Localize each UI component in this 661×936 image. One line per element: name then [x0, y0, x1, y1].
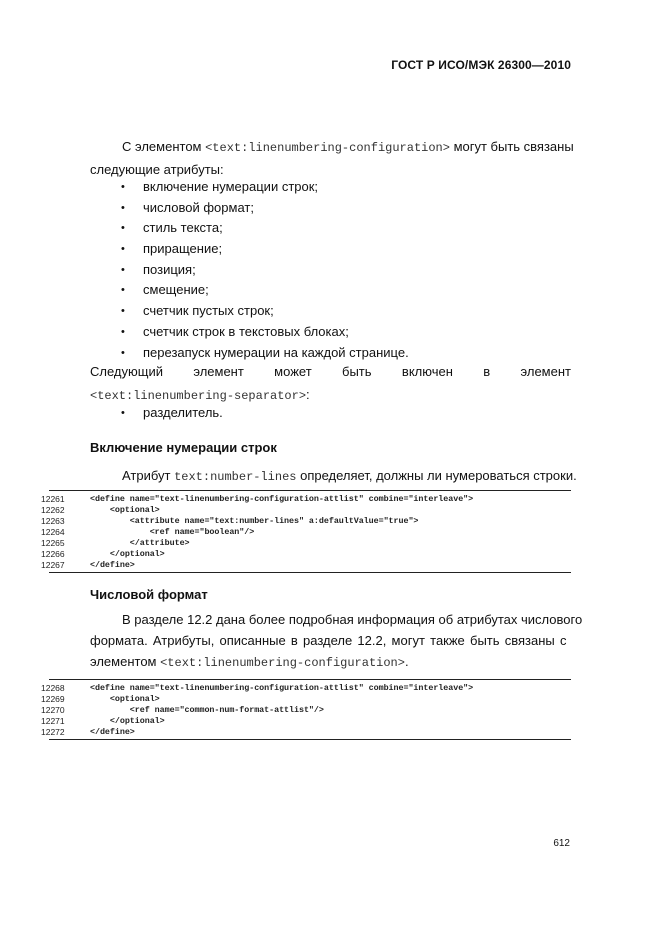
standard-header: ГОСТ Р ИСО/МЭК 26300—2010 [391, 58, 571, 72]
intro-line-2: следующие атрибуты: [90, 162, 224, 177]
line-number: 12263 [41, 516, 65, 526]
intro-text-after: могут быть связаны [449, 139, 574, 154]
intro-line-1 [90, 136, 574, 159]
code-text: <define name="text-linenumbering-configuration-attlist" combine="interleave"> [90, 683, 474, 693]
list-item: • смещение; [90, 280, 117, 301]
list-item: • позиция; [90, 260, 117, 281]
page-number: 612 [553, 838, 570, 849]
child-word: включен [401, 364, 453, 379]
bullet-icon: • [121, 181, 125, 193]
line-number: 12265 [41, 538, 65, 548]
line-number: 12264 [41, 527, 65, 537]
child-colon: : [306, 387, 310, 402]
code-text: </define> [90, 727, 135, 737]
section1-attr-name: text:number-lines [174, 470, 297, 484]
section1-text-before: Атрибут [122, 468, 175, 483]
child-word: быть [342, 364, 372, 379]
code-text: </optional> [90, 716, 165, 726]
list-item: • приращение; [90, 239, 117, 260]
child-word: элемент [520, 364, 571, 379]
child-list [90, 403, 223, 424]
bullet-icon: • [121, 325, 125, 338]
child-word: элемент [193, 364, 244, 379]
list-item: • стиль текста; [90, 218, 117, 239]
code-top-rule [49, 490, 571, 491]
bullet-icon: • [121, 222, 125, 235]
list-item: • числовой формат; [90, 198, 117, 219]
code-text: <optional> [90, 694, 160, 704]
code-bottom-rule [49, 572, 571, 573]
code-text: </optional> [90, 549, 165, 559]
bullet-icon: • [121, 201, 125, 214]
bullet-icon: • [121, 263, 125, 276]
code-bottom-rule [49, 739, 571, 740]
code-text: <optional> [90, 505, 160, 515]
bullet-icon: • [121, 284, 125, 297]
bullet-icon: • [121, 407, 125, 419]
section2-element-name: <text:linenumbering-configuration> [160, 656, 405, 670]
list-item: • счетчик строк в текстовых блоках; [90, 322, 117, 343]
bullet-icon: • [121, 305, 125, 318]
code-listing [41, 683, 571, 738]
line-number: 12270 [41, 705, 65, 715]
child-word: может [274, 364, 312, 379]
child-element-line [90, 364, 571, 379]
section1-text-after: определяет, должны ли нумероваться строки. [296, 468, 577, 483]
code-top-rule [49, 679, 571, 680]
list-item: • разделитель. [90, 403, 117, 424]
bullet-icon: • [121, 346, 125, 359]
line-number: 12269 [41, 694, 65, 704]
section-heading: Включение нумерации строк [90, 440, 277, 455]
section2-paragraph [90, 609, 583, 674]
section-heading: Числовой формат [90, 587, 208, 602]
list-item: • перезапуск нумерации на каждой странице. [90, 343, 117, 364]
line-number: 12261 [41, 494, 65, 504]
intro-paragraph [90, 136, 574, 180]
intro-text-before: С элементом [122, 139, 206, 154]
code-text: <ref name="common-num-format-attlist"/> [90, 705, 324, 715]
child-word: в [483, 364, 491, 379]
attributes-list [90, 177, 409, 363]
child-element-name: <text:linenumbering-separator> [90, 389, 307, 403]
code-text: <attribute name="text:number-lines" a:defaultValue="true"> [90, 516, 419, 526]
code-text: </define> [90, 560, 135, 570]
section2-line-1: В разделе 12.2 дана более подробная информация об атрибутах числового [122, 612, 583, 627]
intro-element-name: <text:linenumbering-configuration> [205, 141, 450, 155]
section1-paragraph [90, 465, 577, 488]
child-word: Следующий [90, 364, 163, 379]
list-item: • счетчик пустых строк; [90, 301, 117, 322]
line-number: 12271 [41, 716, 65, 726]
bullet-icon: • [121, 243, 125, 256]
line-number: 12262 [41, 505, 65, 515]
line-number: 12268 [41, 683, 65, 693]
section2-line-3: элементом <text:linenumbering-configuration>. [90, 654, 409, 670]
list-item: • включение нумерации строк; [90, 177, 117, 198]
section2-line-2: формата. Атрибуты, описанные в разделе 12.2, могут также быть связаны с [90, 633, 567, 648]
line-number: 12267 [41, 560, 65, 570]
line-number: 12272 [41, 727, 65, 737]
code-text: <ref name="boolean"/> [90, 527, 255, 537]
code-listing [41, 494, 571, 570]
line-number: 12266 [41, 549, 65, 559]
code-text: </attribute> [90, 538, 190, 548]
code-text: <define name="text-linenumbering-configuration-attlist" combine="interleave"> [90, 494, 474, 504]
